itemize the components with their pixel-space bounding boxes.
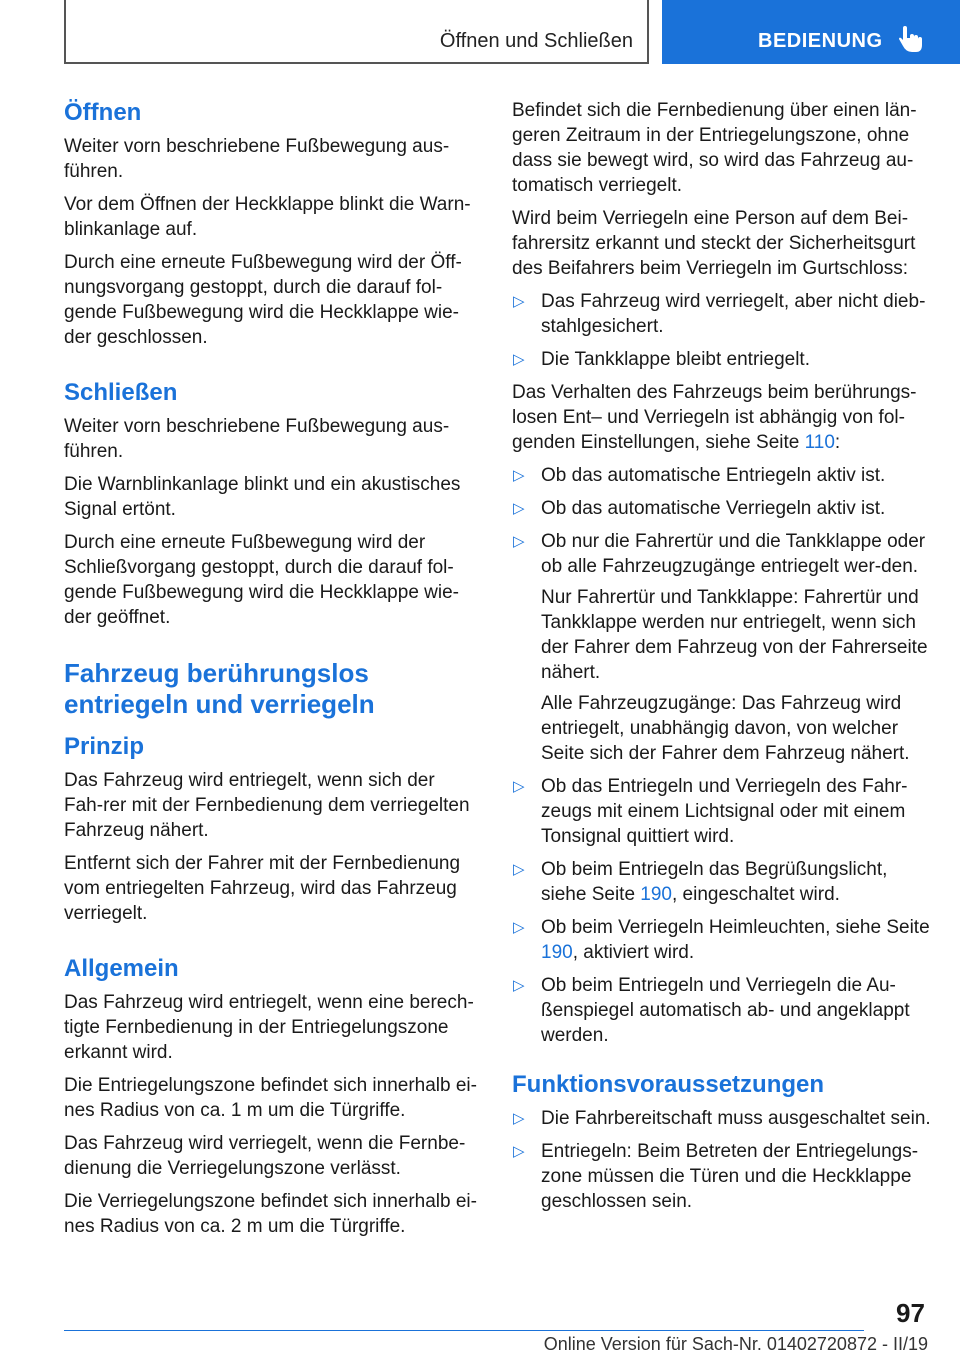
sub-paragraph: Alle Fahrzeugzugänge: Das Fahrzeug wird entriegelt, unabhängig davon, von welcher Seite sich der Fahrer dem Fahrzeug nähert. [541, 693, 910, 764]
paragraph: Das Verhalten des Fahrzeugs beim berührungs-losen Ent– und Verriegeln ist abhängig von fol-genden Einstellungen, siehe Seite 110: [512, 382, 917, 453]
pointing-hand-icon [898, 26, 924, 54]
page-header [0, 0, 960, 66]
paragraph: Vor dem Öffnen der Heckklappe blinkt die Warn-blinkanlage auf. [64, 194, 471, 240]
triangle-bullet-icon: ▷ [513, 351, 525, 368]
sub-paragraph: Nur Fahrertür und Tankklappe: Fahrertür und Tankklappe werden nur entriegelt, wenn sich der Fahrer dem Fahrzeug von der Fahrerseite nähert. [541, 587, 928, 683]
heading-funktionsvoraussetzungen: Funktionsvoraussetzungen [512, 1071, 825, 1098]
list-item: ▷ Ob beim Verriegeln Heimleuchten, siehe Seite 190, aktiviert wird. [513, 917, 930, 963]
heading-allgemein: Allgemein [64, 955, 179, 982]
triangle-bullet-icon: ▷ [513, 293, 525, 310]
section-label: BEDIENUNG [758, 30, 883, 52]
triangle-bullet-icon: ▷ [513, 500, 525, 517]
chapter-tab [64, 0, 649, 64]
triangle-bullet-icon: ▷ [513, 467, 525, 484]
footer-divider [64, 1330, 864, 1331]
triangle-bullet-icon: ▷ [513, 861, 525, 878]
bullet-list [512, 463, 932, 1048]
page-link[interactable]: 190 [640, 884, 672, 905]
left-column [64, 98, 478, 1247]
heading-oeffnen: Öffnen [64, 99, 142, 126]
list-item: ▷ Ob das automatische Entriegeln aktiv ist. [513, 465, 886, 486]
paragraph: Wird beim Verriegeln eine Person auf dem Bei-fahrersitz erkannt und steckt der Sicherheitsgurt des Beifahrers beim Verriegeln im Gurtschloss: [512, 208, 916, 279]
right-column [512, 98, 932, 1222]
triangle-bullet-icon: ▷ [513, 778, 525, 795]
paragraph: Entfernt sich der Fahrer mit der Fernbedienung vom entriegelten Fahrzeug, wird das Fahrzeug verriegelt. [64, 853, 461, 924]
heading-schliessen: Schließen [64, 379, 178, 406]
paragraph: Durch eine erneute Fußbewegung wird der Öff-nungsvorgang gestoppt, durch die darauf fol-gende Fußbewegung wird die Heckklappe wie-der geschlossen. [64, 252, 462, 348]
list-item: ▷ Die Tankklappe bleibt entriegelt. [513, 349, 810, 370]
paragraph: Die Entriegelungszone befindet sich innerhalb ei-nes Radius von ca. 1 m um die Türgriffe. [64, 1075, 477, 1121]
section-tab [662, 0, 960, 64]
list-item: ▷ Ob das automatische Verriegeln aktiv ist. [513, 498, 886, 519]
page-link[interactable]: 190 [541, 942, 573, 963]
paragraph: Das Fahrzeug wird verriegelt, wenn die Fernbe-dienung die Verriegelungszone verlässt. [64, 1133, 466, 1179]
bullet-list [512, 1106, 932, 1214]
paragraph: Weiter vorn beschriebene Fußbewegung aus-führen. [64, 136, 450, 182]
paragraph: Die Warnblinkanlage blinkt und ein akustisches Signal ertönt. [64, 474, 461, 520]
main-heading: Fahrzeug berührungslos entriegeln und verriegeln [64, 658, 375, 719]
triangle-bullet-icon: ▷ [513, 1110, 525, 1127]
list-item: ▷ Entriegeln: Beim Betreten der Entriegelungs-zone müssen die Türen und die Heckklappe geschlossen sein. [513, 1141, 919, 1212]
list-item: ▷ Das Fahrzeug wird verriegelt, aber nicht dieb-stahlgesichert. [513, 291, 926, 337]
page-link[interactable]: 110 [804, 432, 835, 453]
list-item: ▷ Ob das Entriegeln und Verriegeln des Fahr-zeugs mit einem Lichtsignal oder mit einem Tonsignal quittiert wird. [513, 776, 908, 847]
paragraph: Das Fahrzeug wird entriegelt, wenn sich der Fah-rer mit der Fernbedienung dem verriegelten Fahrzeug nähert. [64, 770, 470, 841]
paragraph: Weiter vorn beschriebene Fußbewegung aus-führen. [64, 416, 450, 462]
paragraph: Befindet sich die Fernbedienung über einen län-geren Zeitraum in der Entriegelungszone, ohne dass sie bewegt wird, so wird das Fahrzeug au-tomatisch verriegelt. [512, 100, 917, 196]
heading-prinzip: Prinzip [64, 733, 145, 760]
paragraph: Die Verriegelungszone befindet sich innerhalb ei-nes Radius von ca. 2 m um die Türgriffe. [64, 1191, 477, 1237]
list-item: ▷ Ob beim Entriegeln und Verriegeln die Au-ßenspiegel automatisch ab- und angeklappt werden. [513, 975, 910, 1046]
triangle-bullet-icon: ▷ [513, 533, 525, 550]
paragraph: Das Fahrzeug wird entriegelt, wenn eine berech-tigte Fernbedienung in der Entriegelungszone erkannt wird. [64, 992, 474, 1063]
triangle-bullet-icon: ▷ [513, 919, 525, 936]
bullet-list [512, 289, 932, 372]
list-item: ▷ Ob beim Entriegeln das Begrüßungslicht, siehe Seite 190, eingeschaltet wird. [513, 859, 888, 905]
chapter-title: Öffnen und Schließen [439, 30, 633, 52]
triangle-bullet-icon: ▷ [513, 977, 525, 994]
list-item: ▷ Die Fahrbereitschaft muss ausgeschaltet sein. [513, 1108, 931, 1129]
triangle-bullet-icon: ▷ [513, 1143, 525, 1160]
footer-online-version: Online Version für Sach-Nr. 01402720872 - II/19 [543, 1334, 928, 1354]
page-number: 97 [896, 1298, 925, 1328]
list-item: ▷ Ob nur die Fahrertür und die Tankklappe oder ob alle Fahrzeugzugänge entriegelt wer-den. Nur Fahrertür und Tankklappe: Fahrertür und Tankklappe werden nur entriegelt, wenn sich der Fahrer dem Fahrzeug von der Fahrerseite nähert. Alle Fahrzeugzugänge: Das Fahrzeug wird entriegelt, unabhängig davon, von welcher Seite sich der Fahrer dem Fahrzeug nähert. [512, 529, 932, 766]
paragraph: Durch eine erneute Fußbewegung wird der Schließvorgang gestoppt, durch die darauf fol-gende Fußbewegung wird die Heckklappe wie-der geöffnet. [64, 532, 460, 628]
